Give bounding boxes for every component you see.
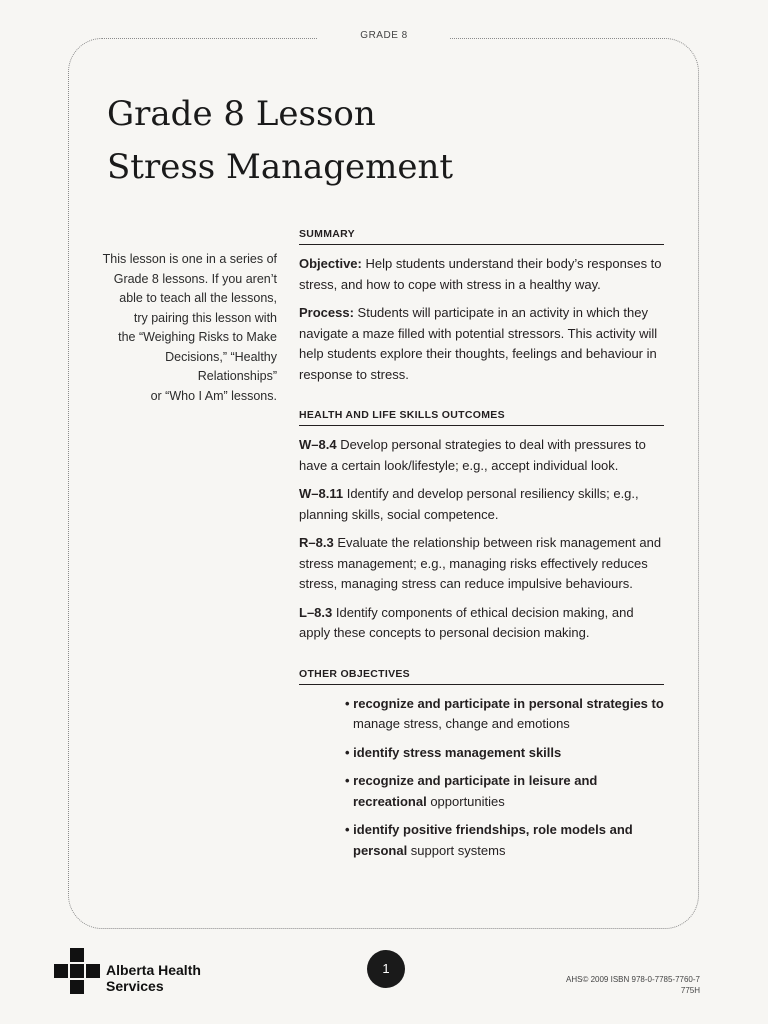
objective-label: Objective: [299, 256, 362, 271]
sidebar-line: or “Who I Am” lessons. [150, 388, 277, 403]
outcome-code: W–8.4 [299, 437, 337, 452]
main-content [299, 228, 664, 869]
page-title [107, 88, 453, 194]
sidebar-line: able to teach all the lessons, [119, 291, 277, 305]
outcome-text: Develop personal strategies to deal with pressures to have a certain look/lifestyle; e.g., accept individual look. [299, 437, 646, 473]
ahs-logo-icon [54, 948, 100, 994]
outcome-item [299, 484, 664, 525]
outcome-text: Evaluate the relationship between risk management and stress management; e.g., managing risks effectively reduces stress, managing stress can reduce impulsive behaviours. [299, 535, 662, 591]
outcome-text: Identify and develop personal resiliency skills; e.g., planning skills, social competence. [299, 486, 639, 522]
list-item [345, 694, 664, 735]
outcome-text: Identify components of ethical decision making, and apply these concepts to personal decision making. [299, 604, 634, 640]
outcome-code: W–8.11 [299, 486, 344, 501]
sidebar-line: the “Weighing Risks to Make [118, 330, 277, 344]
logo-line-2: Services [106, 978, 164, 994]
sidebar-line: try pairing this lesson with [133, 310, 277, 325]
objective-bold: • recognize and participate in leisure and recreational [345, 773, 598, 809]
outcomes-heading: HEALTH AND LIFE SKILLS OUTCOMES [299, 409, 664, 426]
page-number: 1 [367, 950, 405, 988]
title-line-1: Grade 8 Lesson [107, 94, 376, 134]
outcome-item [299, 435, 664, 476]
grade-label: GRADE 8 [318, 30, 450, 41]
ahs-logo-text [106, 962, 201, 994]
objective-rest: support systems [407, 842, 506, 858]
outcome-item [299, 533, 664, 595]
list-item [345, 771, 664, 812]
outcome-item [299, 603, 664, 644]
logo-line-1: Alberta Health [106, 962, 201, 978]
outcome-code: R–8.3 [299, 535, 334, 550]
objective-bold: • recognize and participate in personal strategies to [345, 695, 664, 711]
sidebar-line: Grade 8 lessons. If you aren’t [113, 271, 277, 286]
objective-rest: opportunities [426, 793, 505, 809]
footer-info [566, 974, 700, 996]
summary-heading: SUMMARY [299, 228, 664, 245]
sidebar-line: This lesson is one in a series of [102, 252, 277, 266]
sidebar-line: Decisions,” “Healthy Relationships” [165, 349, 277, 383]
process-label: Process: [299, 305, 354, 320]
process-text: Students will participate in an activity in which they navigate a maze filled with potential stressors. This activity will help students explore their thoughts, feelings and behaviour in response to stress. [299, 305, 658, 382]
copyright-isbn: AHS© 2009 ISBN 978-0-7785-7760-7 [566, 975, 700, 984]
objective-text: Help students understand their body’s responses to stress, and how to cope with stress in a healthy way. [299, 256, 662, 292]
sidebar-note [100, 250, 277, 406]
other-objectives-list [299, 694, 664, 862]
objective-paragraph [299, 254, 664, 295]
process-paragraph [299, 303, 664, 385]
outcome-code: L–8.3 [299, 604, 333, 620]
list-item [345, 820, 664, 861]
list-item [345, 743, 664, 764]
other-objectives-heading: OTHER OBJECTIVES [299, 668, 664, 685]
doc-code: 775H [680, 986, 700, 995]
objective-bold: • identify stress management skills [345, 744, 562, 760]
title-line-2: Stress Management [107, 147, 454, 187]
objective-bold: • identify positive friendships, role models and personal [345, 822, 633, 858]
objective-rest: manage stress, change and emotions [353, 716, 570, 731]
